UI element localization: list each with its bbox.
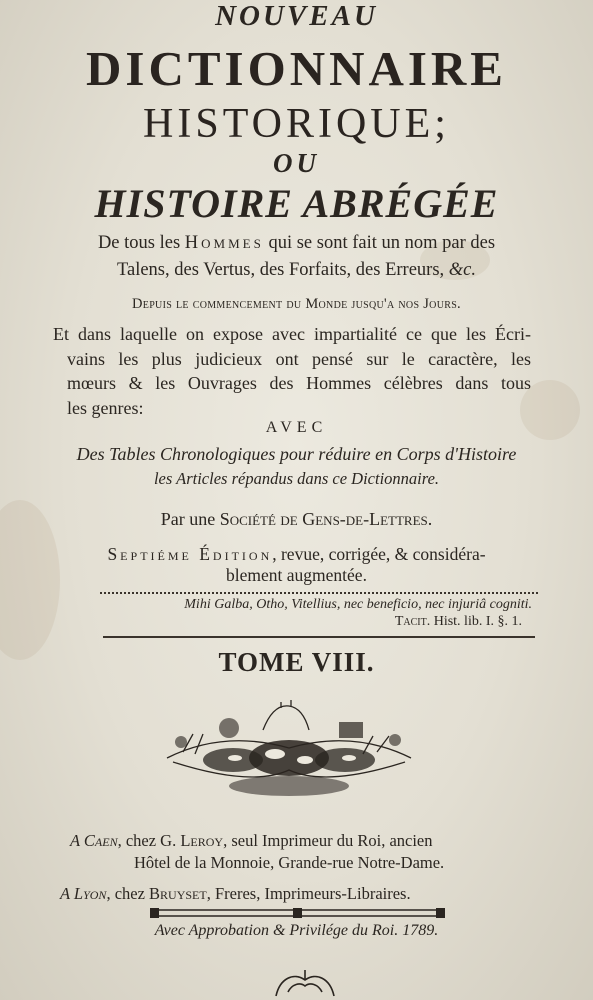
printers-vignette-ornament [163,700,415,800]
ornamental-rule [150,907,445,919]
avec-heading: AVEC [265,419,328,436]
title-dictionnaire: DICTIONNAIRE [85,41,507,96]
tome-number: TOME VIII. [218,647,375,677]
tables-line-1: Des Tables Chronologiques pour réduire en Corps d'Histoire [76,444,517,464]
solid-rule [103,636,535,638]
imprint-caen-line-2: Hôtel de la Monnoie, Grande-rue Notre-Dame. [134,853,445,872]
bottom-ornament [270,962,340,1000]
imprint-caen-line-1: A Caen, chez G. Leroy, seul Imprimeur du Roi, ancien [70,831,433,850]
imprint-lyon: A Lyon, chez Bruyset, Freres, Imprimeurs-Libraires. [60,884,411,903]
edition-line-1: Septiéme Édition, revue, corrigée, & considéra- [107,544,486,564]
epigraph-quote: Mihi Galba, Otho, Vitellius, nec beneficio, nec injuriâ cogniti. [184,597,532,612]
description-line: mœurs & les Ouvrages des Hommes célèbres dans tous [67,373,531,393]
title-historique: HISTORIQUE; [143,101,450,147]
title-nouveau: NOUVEAU [215,0,378,32]
approbation-line: Avec Approbation & Privilége du Roi. 1789. [154,922,439,939]
society-line: Par une Société de Gens-de-Lettres. [160,509,433,529]
tables-line-2: les Articles répandus dans ce Dictionnaire. [153,469,440,488]
description-line: vains les plus judicieux ont pensé sur le caractère, les [67,348,531,369]
title-histoire-abregee: HISTOIRE ABRÉGÉE [94,181,499,226]
subtitle-line-2: Talens, des Vertus, des Forfaits, des Erreurs, &c. [116,260,477,280]
subtitle-line-1: De tous les Hommes qui se sont fait un nom par des [97,233,496,253]
edition-line-2: blement augmentée. [226,565,367,585]
title-ou: OU [273,148,320,178]
dotted-rule [100,592,538,594]
description-line: Et dans laquelle on expose avec impartialité ce que les Écri- [53,324,531,344]
description-line: les genres: [67,397,144,418]
subtitle-since: Depuis le commencement du Monde jusqu'a nos Jours. [132,296,461,312]
epigraph-source: Tacit. Hist. lib. I. §. 1. [394,614,522,629]
description-paragraph [53,322,531,420]
